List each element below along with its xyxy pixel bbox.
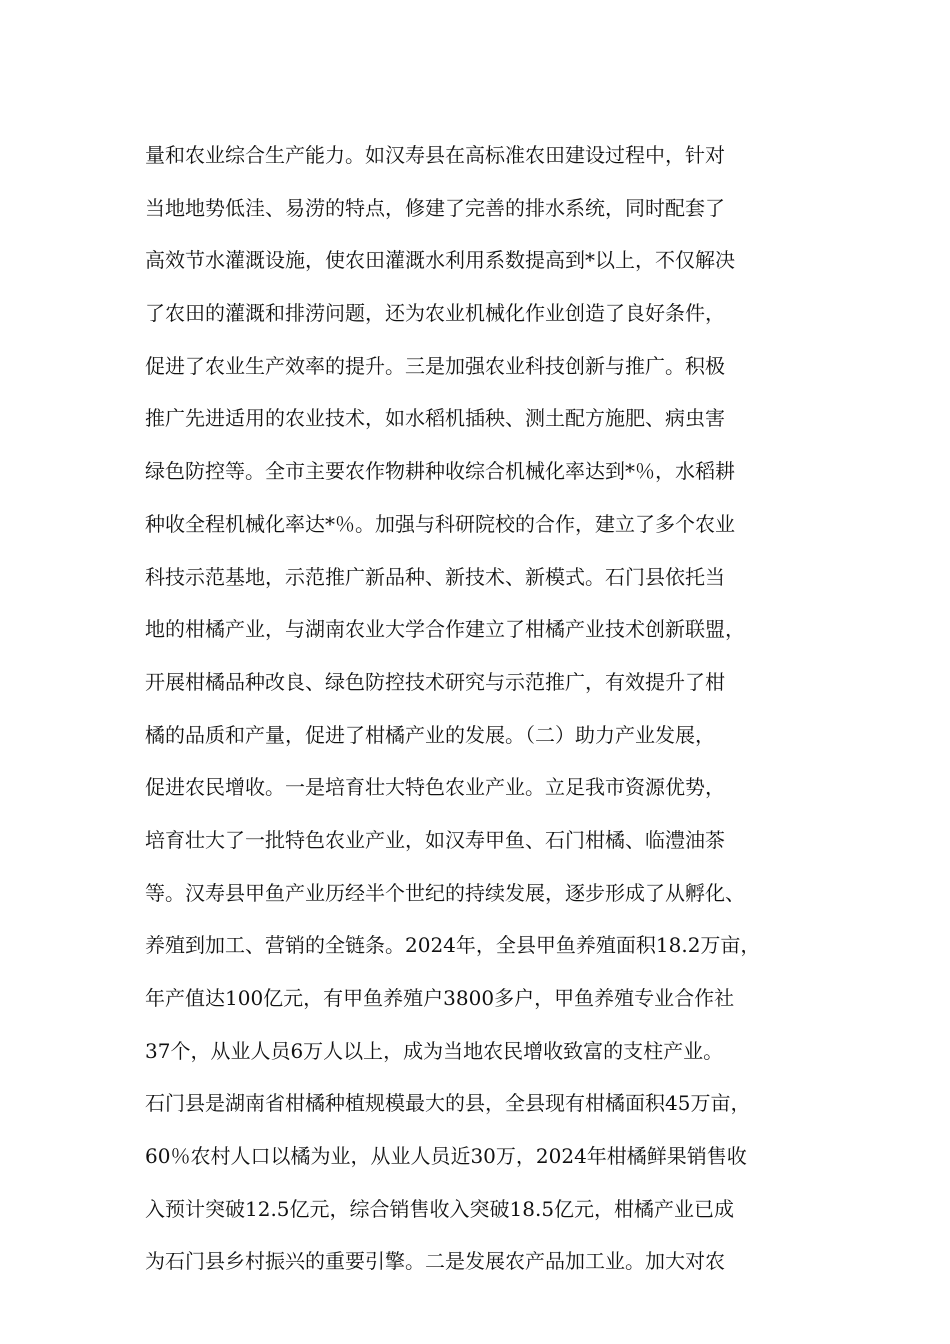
text-line: 量和农业综合生产能力。如汉寿县在高标准农田建设过程中，针对: [145, 143, 725, 167]
text-line: 60％农村人口以橘为业，从业人员近30万，2024年柑橘鲜果销售收: [145, 1144, 747, 1169]
text-line: 种收全程机械化率达*％。加强与科研院校的合作，建立了多个农业: [145, 511, 735, 536]
text-line: 入预计突破12.5亿元，综合销售收入突破18.5亿元，柑橘产业已成: [145, 1196, 735, 1221]
text-line: 为石门县乡村振兴的重要引擎。二是发展农产品加工业。加大对农: [145, 1249, 725, 1274]
text-line: 橘的品质和产量，促进了柑橘产业的发展。（二）助力产业发展，: [145, 722, 715, 747]
text-line: 37个，从业人员6万人以上，成为当地农民增收致富的支柱产业。: [145, 1038, 724, 1063]
text-line: 促进了农业生产效率的提升。三是加强农业科技创新与推广。积极: [145, 353, 725, 378]
text-line: 了农田的灌溉和排涝问题，还为农业机械化作业创造了良好条件，: [145, 301, 725, 326]
text-line: 当地地势低洼、易涝的特点，修建了完善的排水系统，同时配套了: [145, 195, 725, 220]
text-line: 高效节水灌溉设施，使农田灌溉水利用系数提高到*以上，不仅解决: [145, 248, 735, 273]
text-line: 开展柑橘品种改良、绿色防控技术研究与示范推广，有效提升了柑: [145, 669, 725, 694]
text-line: 科技示范基地，示范推广新品种、新技术、新模式。石门县依托当: [145, 564, 725, 589]
text-line: 等。汉寿县甲鱼产业历经半个世纪的持续发展，逐步形成了从孵化、: [145, 880, 745, 905]
text-line: 推广先进适用的农业技术，如水稻机插秧、测土配方施肥、病虫害: [145, 406, 725, 431]
body-text: [145, 129, 825, 1288]
text-line: 地的柑橘产业，与湖南农业大学合作建立了柑橘产业技术创新联盟，: [145, 617, 745, 642]
text-line: 石门县是湖南省柑橘种植规模最大的县，全县现有柑橘面积45万亩，: [145, 1091, 751, 1116]
text-line: 年产值达100亿元，有甲鱼养殖户3800多户，甲鱼养殖专业合作社: [145, 986, 735, 1010]
text-line: 促进农民增收。一是培育壮大特色农业产业。立足我市资源优势，: [145, 775, 725, 800]
text-line: 养殖到加工、营销的全链条。2024年，全县甲鱼养殖面积18.2万亩，: [145, 933, 761, 958]
text-line: 培育壮大了一批特色农业产业，如汉寿甲鱼、石门柑橘、临澧油茶: [145, 827, 725, 852]
text-line: 绿色防控等。全市主要农作物耕种收综合机械化率达到*％，水稻耕: [145, 459, 735, 484]
